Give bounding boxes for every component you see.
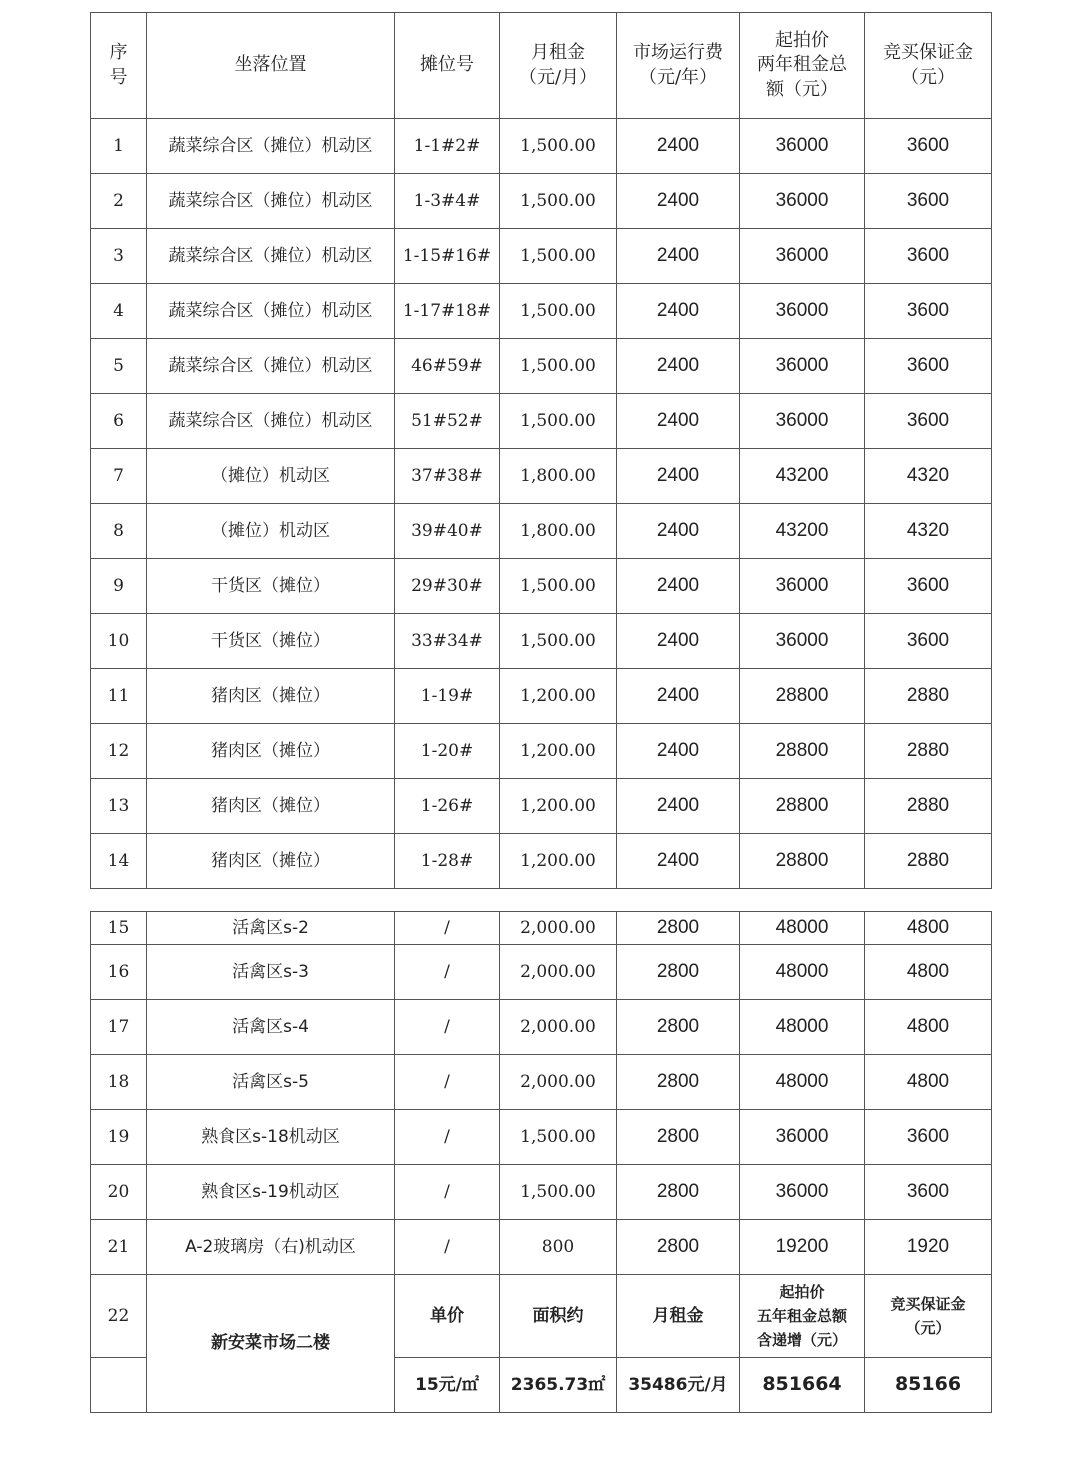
table-row-22-header bbox=[91, 1275, 992, 1358]
cell-start-price: 36000 bbox=[740, 559, 865, 614]
cell-market-fee: 2800 bbox=[617, 1220, 740, 1275]
cell-deposit: 4800 bbox=[865, 912, 992, 945]
cell-stall: / bbox=[395, 1000, 500, 1055]
table-row bbox=[91, 1000, 992, 1055]
cell-stall: 29#30# bbox=[395, 559, 500, 614]
cell-deposit: 85166 bbox=[865, 1358, 992, 1413]
table-row bbox=[91, 669, 992, 724]
cell-rent-header: 月租金 bbox=[617, 1275, 740, 1358]
cell-seq: 9 bbox=[91, 559, 147, 614]
cell-monthly-rent: 1,500.00 bbox=[500, 284, 617, 339]
cell-market-fee: 2400 bbox=[617, 119, 740, 174]
cell-location: 蔬菜综合区（摊位）机动区 bbox=[147, 174, 395, 229]
cell-seq: 13 bbox=[91, 779, 147, 834]
cell-unit-header: 单价 bbox=[395, 1275, 500, 1358]
cell-market-fee: 2800 bbox=[617, 912, 740, 945]
cell-location: 活禽区s-2 bbox=[147, 912, 395, 945]
cell-seq: 21 bbox=[91, 1220, 147, 1275]
cell-market-fee: 2400 bbox=[617, 559, 740, 614]
cell-monthly-rent: 1,200.00 bbox=[500, 779, 617, 834]
cell-stall: 1-15#16# bbox=[395, 229, 500, 284]
table-row bbox=[91, 1110, 992, 1165]
header-monthly-rent: 月租金 （元/月） bbox=[500, 13, 617, 119]
cell-seq: 22 bbox=[91, 1275, 147, 1358]
cell-location: 猪肉区（摊位） bbox=[147, 834, 395, 889]
cell-seq: 3 bbox=[91, 229, 147, 284]
cell-deposit: 2880 bbox=[865, 779, 992, 834]
cell-seq: 19 bbox=[91, 1110, 147, 1165]
cell-seq: 10 bbox=[91, 614, 147, 669]
cell-deposit: 4800 bbox=[865, 1000, 992, 1055]
cell-seq: 5 bbox=[91, 339, 147, 394]
cell-market-fee: 2400 bbox=[617, 724, 740, 779]
cell-location: （摊位）机动区 bbox=[147, 504, 395, 559]
cell-market-fee: 2400 bbox=[617, 229, 740, 284]
cell-rent: 35486元/月 bbox=[617, 1358, 740, 1413]
cell-market-fee: 2800 bbox=[617, 1165, 740, 1220]
cell-seq: 11 bbox=[91, 669, 147, 724]
cell-location: 活禽区s-4 bbox=[147, 1000, 395, 1055]
cell-monthly-rent: 1,500.00 bbox=[500, 394, 617, 449]
header-deposit: 竞买保证金 （元） bbox=[865, 13, 992, 119]
cell-start-price: 48000 bbox=[740, 1055, 865, 1110]
cell-location: 蔬菜综合区（摊位）机动区 bbox=[147, 339, 395, 394]
cell-monthly-rent: 800 bbox=[500, 1220, 617, 1275]
header-market-fee: 市场运行费 （元/年） bbox=[617, 13, 740, 119]
cell-start-price: 28800 bbox=[740, 669, 865, 724]
cell-start-price: 48000 bbox=[740, 912, 865, 945]
cell-start-price: 43200 bbox=[740, 504, 865, 559]
table-row bbox=[91, 229, 992, 284]
cell-location: 新安菜市场二楼 bbox=[147, 1275, 395, 1413]
table-row bbox=[91, 614, 992, 669]
cell-deposit: 3600 bbox=[865, 1110, 992, 1165]
cell-market-fee: 2400 bbox=[617, 284, 740, 339]
cell-monthly-rent: 1,500.00 bbox=[500, 1110, 617, 1165]
rental-table-part1 bbox=[90, 12, 992, 889]
cell-price-header: 起拍价 五年租金总额 含递增（元） bbox=[740, 1275, 865, 1358]
cell-seq: 16 bbox=[91, 945, 147, 1000]
cell-start-price: 28800 bbox=[740, 834, 865, 889]
table-row bbox=[91, 559, 992, 614]
cell-monthly-rent: 1,800.00 bbox=[500, 504, 617, 559]
table-row bbox=[91, 779, 992, 834]
cell-seq: 12 bbox=[91, 724, 147, 779]
cell-deposit: 3600 bbox=[865, 394, 992, 449]
cell-location: A-2玻璃房（右)机动区 bbox=[147, 1220, 395, 1275]
cell-start-price: 43200 bbox=[740, 449, 865, 504]
cell-stall: 1-19# bbox=[395, 669, 500, 724]
cell-start-price: 36000 bbox=[740, 1165, 865, 1220]
cell-price: 851664 bbox=[740, 1358, 865, 1413]
cell-deposit: 3600 bbox=[865, 229, 992, 284]
cell-deposit: 3600 bbox=[865, 559, 992, 614]
cell-stall: / bbox=[395, 945, 500, 1000]
cell-stall: 1-3#4# bbox=[395, 174, 500, 229]
cell-deposit: 3600 bbox=[865, 1165, 992, 1220]
cell-area: 2365.73㎡ bbox=[500, 1358, 617, 1413]
cell-start-price: 36000 bbox=[740, 614, 865, 669]
cell-location: 干货区（摊位） bbox=[147, 559, 395, 614]
cell-deposit: 4320 bbox=[865, 449, 992, 504]
cell-seq: 14 bbox=[91, 834, 147, 889]
table-row bbox=[91, 339, 992, 394]
cell-location: 熟食区s-18机动区 bbox=[147, 1110, 395, 1165]
cell-monthly-rent: 2,000.00 bbox=[500, 1055, 617, 1110]
cell-monthly-rent: 1,200.00 bbox=[500, 724, 617, 779]
cell-location: （摊位）机动区 bbox=[147, 449, 395, 504]
cell-seq: 18 bbox=[91, 1055, 147, 1110]
cell-monthly-rent: 1,500.00 bbox=[500, 174, 617, 229]
cell-location: 蔬菜综合区（摊位）机动区 bbox=[147, 229, 395, 284]
cell-stall: / bbox=[395, 1055, 500, 1110]
cell-start-price: 36000 bbox=[740, 339, 865, 394]
cell-market-fee: 2400 bbox=[617, 669, 740, 724]
cell-deposit: 4800 bbox=[865, 945, 992, 1000]
cell-stall: / bbox=[395, 912, 500, 945]
cell-market-fee: 2400 bbox=[617, 174, 740, 229]
cell-monthly-rent: 1,500.00 bbox=[500, 119, 617, 174]
cell-seq: 1 bbox=[91, 119, 147, 174]
cell-seq: 6 bbox=[91, 394, 147, 449]
table-row bbox=[91, 119, 992, 174]
cell-stall: 1-1#2# bbox=[395, 119, 500, 174]
cell-stall: 1-17#18# bbox=[395, 284, 500, 339]
cell-market-fee: 2400 bbox=[617, 394, 740, 449]
table-row bbox=[91, 1165, 992, 1220]
cell-location: 蔬菜综合区（摊位）机动区 bbox=[147, 119, 395, 174]
table-row bbox=[91, 1220, 992, 1275]
table-row bbox=[91, 945, 992, 1000]
cell-deposit: 2880 bbox=[865, 724, 992, 779]
table-row bbox=[91, 834, 992, 889]
cell-deposit-header: 竞买保证金 （元） bbox=[865, 1275, 992, 1358]
cell-start-price: 36000 bbox=[740, 1110, 865, 1165]
cell-deposit: 1920 bbox=[865, 1220, 992, 1275]
cell-seq-empty bbox=[91, 1358, 147, 1413]
header-location: 坐落位置 bbox=[147, 13, 395, 119]
cell-location: 蔬菜综合区（摊位）机动区 bbox=[147, 394, 395, 449]
cell-deposit: 2880 bbox=[865, 834, 992, 889]
cell-deposit: 4320 bbox=[865, 504, 992, 559]
cell-location: 蔬菜综合区（摊位）机动区 bbox=[147, 284, 395, 339]
rental-table-part2 bbox=[90, 911, 992, 1413]
header-seq: 序 号 bbox=[91, 13, 147, 119]
cell-start-price: 36000 bbox=[740, 394, 865, 449]
cell-location: 猪肉区（摊位） bbox=[147, 669, 395, 724]
cell-market-fee: 2400 bbox=[617, 779, 740, 834]
table-row bbox=[91, 174, 992, 229]
cell-start-price: 48000 bbox=[740, 945, 865, 1000]
cell-location: 活禽区s-5 bbox=[147, 1055, 395, 1110]
cell-start-price: 36000 bbox=[740, 119, 865, 174]
cell-deposit: 4800 bbox=[865, 1055, 992, 1110]
cell-area-header: 面积约 bbox=[500, 1275, 617, 1358]
cell-market-fee: 2800 bbox=[617, 1055, 740, 1110]
cell-monthly-rent: 1,200.00 bbox=[500, 834, 617, 889]
cell-location: 干货区（摊位） bbox=[147, 614, 395, 669]
cell-deposit: 2880 bbox=[865, 669, 992, 724]
header-start-price: 起拍价 两年租金总 额（元） bbox=[740, 13, 865, 119]
cell-seq: 4 bbox=[91, 284, 147, 339]
cell-location: 熟食区s-19机动区 bbox=[147, 1165, 395, 1220]
cell-seq: 17 bbox=[91, 1000, 147, 1055]
cell-stall: 1-20# bbox=[395, 724, 500, 779]
cell-seq: 2 bbox=[91, 174, 147, 229]
cell-location: 活禽区s-3 bbox=[147, 945, 395, 1000]
cell-start-price: 36000 bbox=[740, 174, 865, 229]
cell-deposit: 3600 bbox=[865, 119, 992, 174]
cell-stall: 1-28# bbox=[395, 834, 500, 889]
cell-market-fee: 2800 bbox=[617, 1000, 740, 1055]
cell-location: 猪肉区（摊位） bbox=[147, 779, 395, 834]
table-row bbox=[91, 449, 992, 504]
cell-deposit: 3600 bbox=[865, 614, 992, 669]
table-row bbox=[91, 1055, 992, 1110]
cell-stall: 37#38# bbox=[395, 449, 500, 504]
table-row bbox=[91, 284, 992, 339]
cell-monthly-rent: 1,500.00 bbox=[500, 559, 617, 614]
table-row bbox=[91, 504, 992, 559]
table-row bbox=[91, 912, 992, 945]
header-row bbox=[91, 13, 992, 119]
cell-start-price: 19200 bbox=[740, 1220, 865, 1275]
table-body-row22 bbox=[91, 1275, 992, 1413]
cell-deposit: 3600 bbox=[865, 339, 992, 394]
cell-stall: / bbox=[395, 1110, 500, 1165]
cell-location: 猪肉区（摊位） bbox=[147, 724, 395, 779]
cell-monthly-rent: 1,500.00 bbox=[500, 614, 617, 669]
table-row bbox=[91, 394, 992, 449]
cell-stall: / bbox=[395, 1220, 500, 1275]
cell-monthly-rent: 2,000.00 bbox=[500, 912, 617, 945]
cell-market-fee: 2800 bbox=[617, 945, 740, 1000]
cell-monthly-rent: 1,500.00 bbox=[500, 229, 617, 284]
cell-unit: 15元/㎡ bbox=[395, 1358, 500, 1413]
cell-start-price: 28800 bbox=[740, 724, 865, 779]
cell-stall: 51#52# bbox=[395, 394, 500, 449]
cell-market-fee: 2400 bbox=[617, 504, 740, 559]
header-stall: 摊位号 bbox=[395, 13, 500, 119]
table-body-part2 bbox=[91, 912, 992, 1275]
cell-stall: 33#34# bbox=[395, 614, 500, 669]
table-body-part1 bbox=[91, 119, 992, 889]
cell-seq: 15 bbox=[91, 912, 147, 945]
cell-monthly-rent: 1,500.00 bbox=[500, 339, 617, 394]
cell-start-price: 48000 bbox=[740, 1000, 865, 1055]
cell-monthly-rent: 2,000.00 bbox=[500, 1000, 617, 1055]
cell-stall: / bbox=[395, 1165, 500, 1220]
table-row bbox=[91, 724, 992, 779]
cell-deposit: 3600 bbox=[865, 284, 992, 339]
cell-market-fee: 2400 bbox=[617, 339, 740, 394]
cell-market-fee: 2400 bbox=[617, 834, 740, 889]
cell-seq: 20 bbox=[91, 1165, 147, 1220]
cell-stall: 46#59# bbox=[395, 339, 500, 394]
cell-seq: 7 bbox=[91, 449, 147, 504]
cell-seq: 8 bbox=[91, 504, 147, 559]
cell-market-fee: 2400 bbox=[617, 614, 740, 669]
cell-market-fee: 2800 bbox=[617, 1110, 740, 1165]
cell-start-price: 28800 bbox=[740, 779, 865, 834]
cell-monthly-rent: 2,000.00 bbox=[500, 945, 617, 1000]
cell-stall: 39#40# bbox=[395, 504, 500, 559]
cell-monthly-rent: 1,800.00 bbox=[500, 449, 617, 504]
cell-start-price: 36000 bbox=[740, 229, 865, 284]
cell-deposit: 3600 bbox=[865, 174, 992, 229]
cell-stall: 1-26# bbox=[395, 779, 500, 834]
cell-market-fee: 2400 bbox=[617, 449, 740, 504]
cell-start-price: 36000 bbox=[740, 284, 865, 339]
cell-monthly-rent: 1,500.00 bbox=[500, 1165, 617, 1220]
cell-monthly-rent: 1,200.00 bbox=[500, 669, 617, 724]
